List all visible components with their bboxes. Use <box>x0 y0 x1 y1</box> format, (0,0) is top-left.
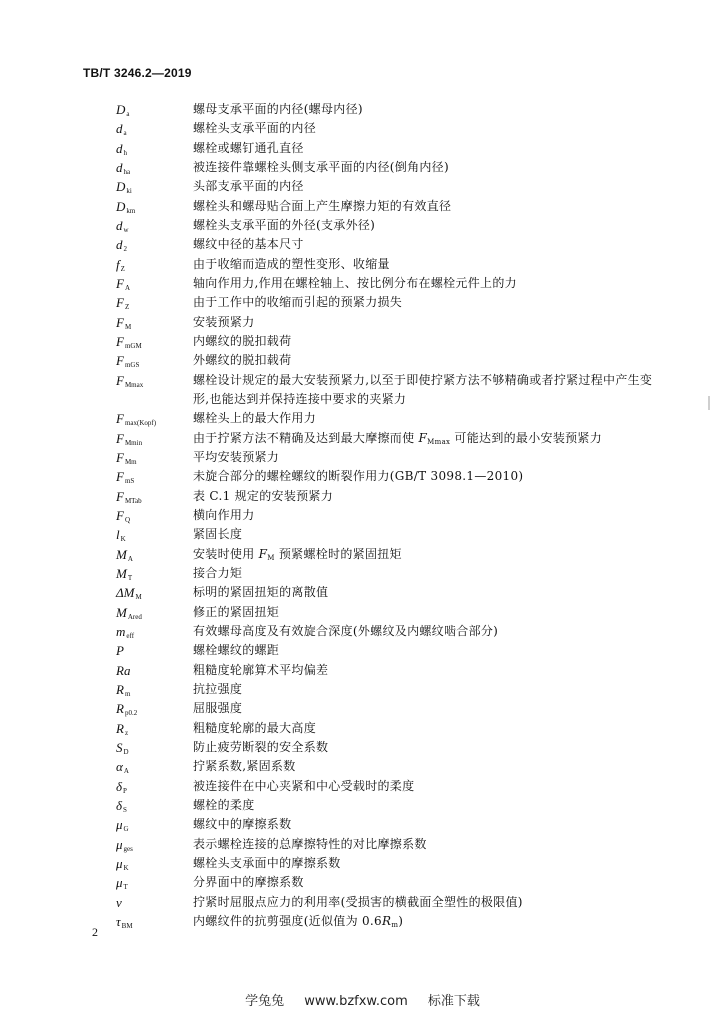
symbol-description: 螺栓的柔度 <box>193 797 255 812</box>
symbol-subscript: T <box>127 573 133 582</box>
footer-brand: 学兔兔 <box>245 994 285 1009</box>
symbol-description: 安装预紧力 <box>193 314 255 329</box>
inline-subscript: m <box>391 920 399 929</box>
symbol-description: 螺母支承平面的内径(螺母内径) <box>193 102 363 116</box>
symbol-subscript: eff <box>126 631 135 640</box>
footer-watermark <box>0 990 725 1009</box>
symbol-main: δ <box>116 778 123 794</box>
symbol-subscript: ki <box>126 187 132 196</box>
symbol-subscript: ha <box>123 167 131 176</box>
symbol-description: 表示螺栓连接的总摩擦特性的对比摩擦系数 <box>193 836 427 851</box>
symbol-main: F <box>116 333 124 349</box>
symbol-description: 拧紧时屈服点应力的利用率(受损害的横截面全塑性的极限值) <box>193 894 523 909</box>
symbol-main: F <box>116 449 124 465</box>
symbol-description: 螺栓头支承平面的内径 <box>193 121 317 136</box>
symbol-description: 防止疲劳断裂的安全系数 <box>193 739 329 754</box>
symbol-main: R <box>116 681 124 697</box>
symbol-description: 外螺纹的脱扣载荷 <box>193 353 292 368</box>
symbol <box>116 371 143 395</box>
symbol-subscript: Mmax <box>124 380 144 389</box>
inline-symbol: R <box>381 913 392 928</box>
symbol-main: μ <box>116 817 123 833</box>
symbol-main: Ra <box>116 662 131 678</box>
symbol-description: 修正的紧固扭矩 <box>193 604 280 619</box>
inline-symbol: F <box>258 546 268 561</box>
symbol-main: m <box>116 623 126 639</box>
symbol-subscript: T <box>123 883 128 892</box>
symbol-main: f <box>116 256 120 272</box>
symbol-description: 接合力矩 <box>193 565 243 580</box>
symbol-subscript: P <box>123 786 127 795</box>
symbol-subscript: z <box>124 728 129 737</box>
symbol-main: δ <box>116 797 123 813</box>
symbol-subscript: 2 <box>123 245 127 254</box>
symbol-main: F <box>116 295 124 311</box>
symbol-description: 螺栓头支承平面的外径(支承外径) <box>193 217 376 232</box>
symbol-subscript: A <box>124 283 131 292</box>
symbol-main: F <box>116 411 124 427</box>
symbol-main: D <box>116 102 126 117</box>
symbol-description: 抗拉强度 <box>193 681 243 696</box>
symbol-main: F <box>116 275 124 291</box>
page-number: 2 <box>92 925 98 939</box>
symbol-description: 标明的紧固扭矩的离散值 <box>193 585 329 600</box>
symbol <box>116 661 130 680</box>
symbol-description: 螺栓螺纹的螺距 <box>193 643 280 658</box>
symbol-subscript: h <box>123 148 127 157</box>
symbol-main: l <box>116 527 120 543</box>
symbol-subscript: K <box>123 863 129 872</box>
symbol-subscript: A <box>127 554 133 563</box>
inline-subscript: M <box>267 553 275 562</box>
symbol-main: M <box>116 546 127 562</box>
symbol-description: 螺纹中的摩擦系数 <box>193 817 292 832</box>
symbol-subscript: Z <box>124 303 130 312</box>
symbol-description: 被连接件靠螺栓头侧支承平面的内径(倒角内径) <box>193 159 449 174</box>
symbol-main: μ <box>116 855 123 871</box>
symbol-main: F <box>116 353 124 369</box>
symbol-description: 螺栓设计规定的最大安装预紧力,以至于即使拧紧方法不够精确或者拧紧过程中产生变形,也能达到并保持连接中要求的夹紧力 <box>193 372 653 406</box>
symbol-main: M <box>116 565 127 581</box>
symbol-subscript: D <box>123 747 129 756</box>
symbol-main: d <box>116 159 123 175</box>
symbol-main: α <box>116 759 123 775</box>
symbol <box>116 641 124 660</box>
symbol-subscript: mGS <box>124 361 140 370</box>
symbol-description: 由于工作中的收缩而引起的预紧力损失 <box>193 295 403 310</box>
symbol-description: 安装时使用 FM 预紧螺栓时的紧固扭矩 <box>193 546 402 562</box>
symbol-main: D <box>116 198 126 214</box>
symbol-subscript: km <box>126 206 136 215</box>
symbol-main: F <box>116 488 124 504</box>
symbol-subscript: K <box>120 535 126 544</box>
symbol-main: P <box>116 643 124 659</box>
footer-url: www.bzfxw.com <box>304 994 408 1009</box>
symbol-description: 分界面中的摩擦系数 <box>193 875 304 890</box>
symbol-main: F <box>116 507 124 523</box>
symbol-subscript: BM <box>121 921 133 930</box>
symbol-subscript: M <box>124 322 132 331</box>
symbol-subscript: MTab <box>124 496 142 505</box>
symbol-subscript: Ared <box>127 612 142 621</box>
symbol-main: F <box>116 372 124 388</box>
symbol-subscript: G <box>123 825 129 834</box>
symbol-description: 被连接件在中心夹紧和中心受载时的柔度 <box>193 778 415 793</box>
inline-symbol: F <box>418 430 428 445</box>
symbol-description: 粗糙度轮廓的最大高度 <box>193 720 317 735</box>
symbol <box>116 912 133 936</box>
symbol-description: 螺栓头支承面中的摩擦系数 <box>193 855 341 870</box>
symbol-main: F <box>116 430 124 446</box>
symbol-main: τ <box>116 913 121 929</box>
symbol-description: 内螺纹的脱扣载荷 <box>193 333 292 348</box>
symbol-subscript: A <box>123 767 129 776</box>
standard-header: TB/T 3246.2—2019 <box>83 66 192 80</box>
symbol-description: 横向作用力 <box>193 507 255 522</box>
symbol-subscript: Z <box>120 264 125 273</box>
symbol-description: 未旋合部分的螺栓螺纹的断裂作用力(GB/T 3098.1—2010) <box>193 469 524 484</box>
symbol-description: 轴向作用力,作用在螺栓轴上、按比例分布在螺栓元件上的力 <box>193 275 517 290</box>
symbol-description: 螺栓头上的最大作用力 <box>193 411 317 426</box>
scan-artifact <box>708 396 710 410</box>
symbol-main: D <box>116 179 126 195</box>
symbol-main: F <box>116 469 124 485</box>
symbol-description: 由于拧紧方法不精确及达到最大摩擦而使 FMmax 可能达到的最小安装预紧力 <box>193 430 603 446</box>
symbol-description: 内螺纹件的抗剪强度(近似值为 0.6Rm) <box>193 913 404 929</box>
symbol-subscript: p0.2 <box>124 709 138 718</box>
symbol-description: 拧紧系数,紧固系数 <box>193 759 296 774</box>
symbol-description: 由于收缩而造成的塑性变形、收缩量 <box>193 256 390 271</box>
symbol-subscript: Mm <box>124 457 137 466</box>
symbol-subscript: mGM <box>124 341 142 350</box>
symbol-description: 紧固长度 <box>193 527 243 542</box>
symbol-main: F <box>116 314 124 330</box>
symbol-subscript: Q <box>124 515 131 524</box>
symbol-description: 螺栓头和螺母贴合面上产生摩擦力矩的有效直径 <box>193 198 452 213</box>
symbol-subscript: max(Kopf) <box>124 419 157 428</box>
symbol-main: μ <box>116 836 123 852</box>
footer-tagline: 标准下载 <box>427 994 480 1009</box>
symbol-main: μ <box>116 875 123 891</box>
symbol-subscript: a <box>123 129 127 138</box>
symbol-subscript: S <box>123 805 127 814</box>
symbol-main: d <box>116 140 123 156</box>
symbol-description: 粗糙度轮廓算术平均偏差 <box>193 662 329 677</box>
symbol <box>116 893 122 912</box>
inline-subscript: Mmax <box>427 437 451 446</box>
symbol-main: ΔM <box>116 585 135 601</box>
symbol-description: 螺栓或螺钉通孔直径 <box>193 140 304 155</box>
symbol-main: d <box>116 237 123 253</box>
symbol-subscript: Mmin <box>124 438 143 447</box>
symbol-main: M <box>116 604 127 620</box>
symbol-main: R <box>116 701 124 717</box>
symbol-subscript: M <box>135 593 142 602</box>
symbol-subscript: a <box>126 110 130 118</box>
symbol-main: d <box>116 121 123 137</box>
symbol-subscript: m <box>124 689 131 698</box>
symbol-subscript: ges <box>123 844 133 853</box>
symbol-description: 表 C.1 规定的安装预紧力 <box>193 488 334 503</box>
symbol-main: d <box>116 217 123 233</box>
symbol-main: ν <box>116 894 122 910</box>
symbol-description: 头部支承平面的内径 <box>193 179 304 194</box>
symbol-description: 螺纹中径的基本尺寸 <box>193 237 304 252</box>
symbol-description: 屈服强度 <box>193 701 243 716</box>
symbol-main: R <box>116 720 124 736</box>
symbol-description: 平均安装预紧力 <box>193 449 280 464</box>
symbol-subscript: mS <box>124 477 135 486</box>
symbol-description: 有效螺母高度及有效旋合深度(外螺纹及内螺纹啮合部分) <box>193 623 499 638</box>
symbol-subscript: w <box>123 225 129 234</box>
symbol-main: S <box>116 739 123 755</box>
